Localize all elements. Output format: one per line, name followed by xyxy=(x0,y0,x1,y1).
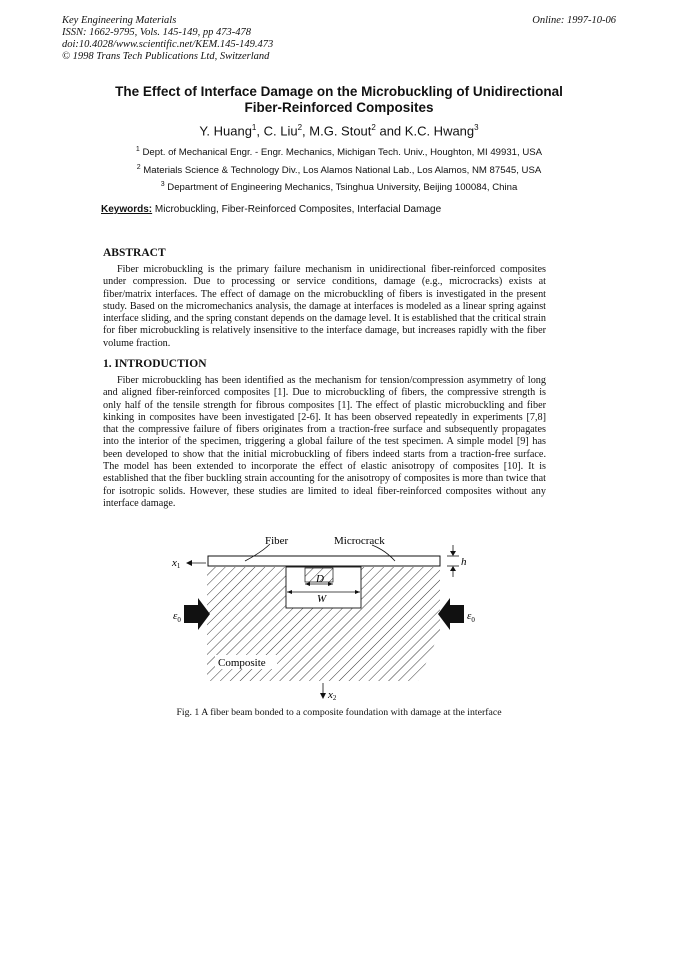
load-arrow-left xyxy=(173,598,210,630)
affiliation-text: Dept. of Mechanical Engr. - Engr. Mechanics, Michigan Tech. Univ., Houghton, MI 49931, USA xyxy=(142,147,543,159)
title-line-2: Fiber-Reinforced Composites xyxy=(244,100,434,115)
author-list: Y. Huang$^1$, C. Liu$^2$, M.G. Stout$^2$ and K.C. Hwang$^3$ xyxy=(199,123,479,139)
affiliation-sup: 2 xyxy=(136,164,141,171)
author-name: M.G. Stout xyxy=(309,123,372,139)
keywords-label: Keywords: xyxy=(101,204,153,215)
fiber-beam xyxy=(208,556,440,566)
affiliation-sup: 1 xyxy=(135,146,140,153)
keywords-text: Microbuckling, Fiber-Reinforced Composites, Interfacial Damage xyxy=(154,204,442,215)
x1-label: x1 xyxy=(172,557,181,570)
abstract-text: Fiber microbuckling is the primary failure mechanism in unidirectional fiber-reinforced composites under compression. Due to processing or service conditions, damage (e.g., microcracks) exists at fiber/matrix interfaces. The effect of damage on the microbuckling of fibers is investigated in the present study. Based on the micromechanics analysis, the damage at interfaces is modeled as a linear spring against interface sliding, and the spring constant depends on the damage level. It is established that the critical strain for fiber microbuckling is relatively insensitive to the interface damage, but increases rapidly with the fiber volume fraction. xyxy=(103,264,546,349)
composite-label: Composite xyxy=(218,657,266,669)
keywords xyxy=(101,204,441,215)
paper-title xyxy=(80,84,598,116)
fiber-label: Fiber xyxy=(265,535,289,547)
author-sup: 2 xyxy=(371,123,376,132)
affiliation-sup: 3 xyxy=(160,181,165,188)
d-label: D xyxy=(316,573,324,585)
introduction-text: Fiber microbuckling has been identified as the mechanism for tension/compression asymmetry of long and aligned fiber-reinforced composites [1]. Due to microbuckling of fibers, the compressive strength is only half of the tensile strength for fibrous composites [1]. The effect of plastic microbuckling and fiber kinking in composites have been investigated [2-6]. It has been observed repeatedly in experiments [7,8] that the compressive failure of fibers originates from a traction-free surface and subsequently propagates into the interior of the specimen, triggering a global failure of the test specimen. A simple model [9] has been developed to show that the initial microbuckling of fibers indeed starts from a traction-free surface. The model has been extended to incorporate the effect of elastic anisotropy of composites [10]. It is established that the fiber buckling strain accounting for the anisotropy of composites is more than twice that for isotropic solids. However, these studies are limited to ideal fiber-reinforced composites without any interface damage. xyxy=(103,375,546,509)
affiliation-text: Department of Engineering Mechanics, Tsinghua University, Beijing 100084, China xyxy=(167,182,518,194)
affiliation-3 xyxy=(80,181,598,193)
author-name: Y. Huang xyxy=(199,123,252,139)
copyright-line: © 1998 Trans Tech Publications Ltd, Switzerland xyxy=(62,51,270,62)
figure-1 xyxy=(0,525,678,707)
x2-label: x2 xyxy=(328,689,337,702)
w-label: W xyxy=(317,593,327,605)
affiliation-1 xyxy=(80,146,598,158)
microcrack-label: Microcrack xyxy=(334,535,385,547)
issn-line: ISSN: 1662-9795, Vols. 145-149, pp 473-478 xyxy=(62,27,251,38)
affiliation-text: Materials Science & Technology Div., Los Alamos National Lab., Los Alamos, NM 87545, USA xyxy=(143,165,542,177)
author-name: K.C. Hwang xyxy=(404,123,475,139)
eps-left-label: $\varepsilon_0$ xyxy=(173,610,181,624)
author-name: C. Liu xyxy=(263,123,298,139)
author-sup: 3 xyxy=(474,123,479,132)
x1-axis-arrow xyxy=(171,557,206,570)
figure-caption: Fig. 1 A fiber beam bonded to a composite foundation with damage at the interface xyxy=(176,707,502,718)
introduction-heading: 1. INTRODUCTION xyxy=(103,358,207,370)
doi-line: doi:10.4028/www.scientific.net/KEM.145-149.473 xyxy=(62,39,274,50)
author-sup: 2 xyxy=(297,123,303,132)
online-date: Online: 1997-10-06 xyxy=(532,15,616,26)
journal-header xyxy=(62,15,273,63)
affiliation-2 xyxy=(80,164,598,176)
eps-right-label: $\varepsilon_0$ xyxy=(467,610,475,624)
journal-name: Key Engineering Materials xyxy=(62,15,177,26)
abstract-heading: ABSTRACT xyxy=(103,247,166,259)
x2-axis-arrow xyxy=(320,683,337,702)
h-label: h xyxy=(461,556,467,568)
thickness-indicator xyxy=(447,545,467,577)
load-arrow-right xyxy=(438,598,475,630)
title-line-1: The Effect of Interface Damage on the Microbuckling of Unidirectional xyxy=(115,84,563,99)
author-sup: 1 xyxy=(251,123,257,132)
